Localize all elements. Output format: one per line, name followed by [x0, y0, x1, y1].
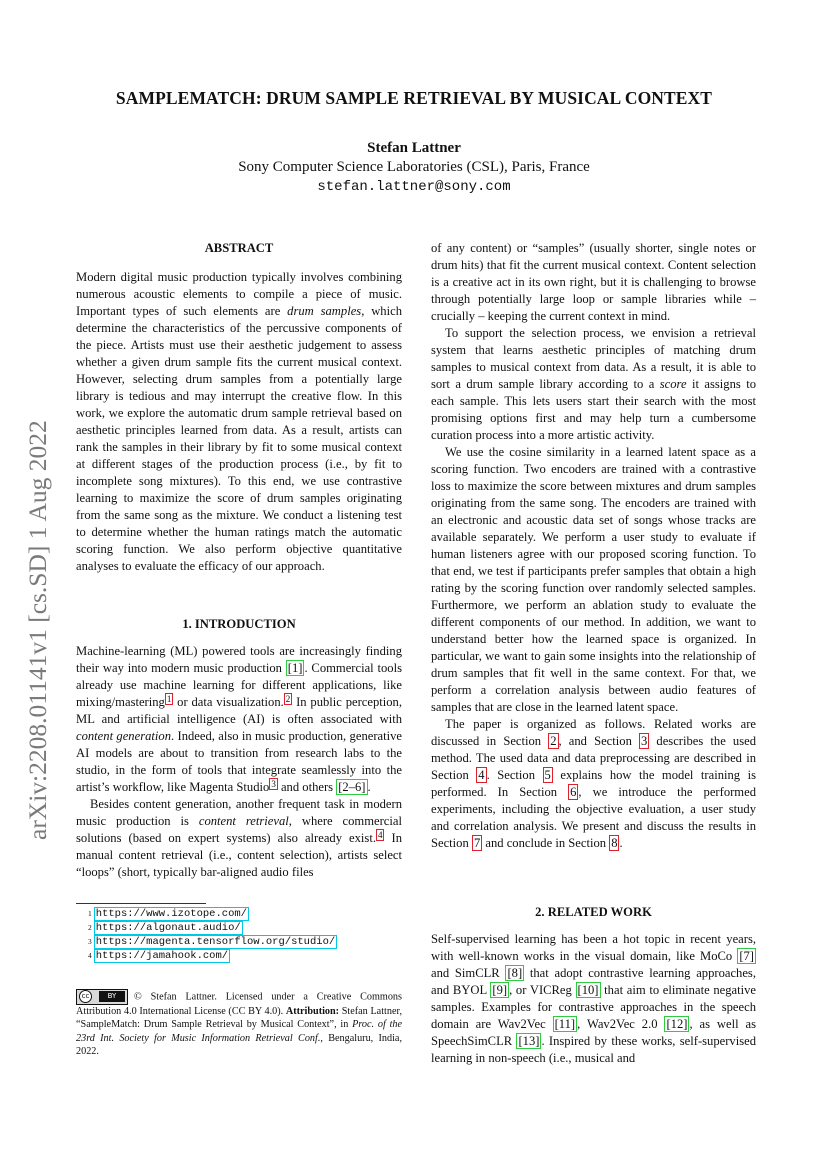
abstract-section [76, 240, 402, 575]
citation-link[interactable]: [2–6] [338, 780, 366, 794]
intro-paragraph-6: The paper is organized as follows. Related works are discussed in Section 2 , and Section 3 describes the used method. The used data and data preprocessing are described in Section 4 . Section 5 explains how the model training is performed. In Section 6 , we introduce the performed experiments, including the objective evaluation, a user study and correlation analysis. We present and discuss the results in Section 7 and conclude in Section 8 . [431, 717, 756, 850]
author-name: Stefan Lattner [367, 140, 461, 156]
paper-title: SAMPLEMATCH: DRUM SAMPLE RETRIEVAL BY MUSICAL CONTEXT [115, 88, 713, 108]
citation-link[interactable]: [12] [666, 1017, 688, 1031]
intro-paragraph-1: Machine-learning (ML) powered tools are increasingly finding their way into modern music production [1] . Commercial tools already use machine learning for different applications, like mixing/mastering $^1$ or data visualization. $^2$ In public perception, ML and artificial intelligence (AI) is often associated with content generation. Indeed, also in music production, generative AI models are about to transition from research labs to the studio, in the form of tools that integrate seamlessly into the artist’s workflow, like Magenta Studio $^3$ and others [2–6] . [76, 644, 403, 794]
citation-link[interactable]: [11] [554, 1017, 576, 1031]
intro-paragraph-4: To support the selection process, we envision a retrieval system that learns aesthetic principles of matching drum samples to musical context from data. As a result, it is able to sort a drum sample library according to a score it assigns to each sample. This lets users start their search with the most promising options first and may help turn a cumbersome curation process into a more artistic activity. [431, 326, 756, 442]
related-work-paragraph: Self-supervised learning has been a hot topic in recent years, with well-known works in the visual domain, like MoCo [7] and SimCLR [8] that adopt contrastive learning approaches, and BYOL [9] , or VICReg [10] that aim to eliminate negative samples. Examples for contrastive approaches in the speech domain are Wav2Vec [11] , Wav2Vec 2.0 [12] , as well as SpeechSimCLR [13] . Inspired by these works, self-supervised learning in non-speech (i.e., musical and [431, 932, 757, 1065]
section-link[interactable]: 8 [611, 836, 618, 850]
cc-by-license-icon: cc BY [76, 989, 128, 1005]
author-affiliation: Sony Computer Science Laboratories (CSL), Paris, France [238, 159, 590, 175]
section-link[interactable]: 2 [550, 734, 557, 748]
footnote-ref[interactable]: 1 [166, 694, 172, 704]
footnote-ref[interactable]: 2 [285, 694, 291, 704]
abstract-body: Modern digital music production typically involves combining numerous acoustic elements to compile a piece of music. Important types of such elements are drum samples, which determine the characteristics of the percussive components of the piece. Artists must use their aesthetic judgement to assess whether a given drum sample fits the current musical context. However, selecting drum samples from a potentially large library is tedious and may interrupt the creative flow. In this work, we explore the automatic drum sample retrieval based on aesthetic principles learned from data. As a result, artists can rank the samples in their library by fit to some musical context at different stages of the production process (i.e., by fit to incomplete song mixtures). To this end, we use contrastive learning to maximize the score of drum samples originating from the same song as the mixture. We conduct a listening test to determine whether the human ratings match the automatic scoring function. We also perform objective quantitative analyses to evaluate the efficacy of our approach. [76, 270, 402, 573]
related-work-section [431, 904, 756, 1067]
introduction-heading: 1. INTRODUCTION [182, 617, 296, 631]
section-link[interactable]: 6 [570, 785, 577, 799]
citation-link[interactable]: [1] [287, 661, 303, 675]
citation-link[interactable]: [8] [507, 966, 523, 980]
footnote-rule [76, 903, 206, 904]
introduction-section [76, 616, 402, 881]
intro-paragraph-2: Besides content generation, another frequent task in modern music production is content retrieval, where commercial solutions (based on expert systems) also already exist. $^4$ In manual content retrieval (i.e., content selection), artists select “loops” (short, typically bar-aligned audio files [76, 797, 403, 879]
abstract-heading: ABSTRACT [204, 241, 274, 255]
author-email[interactable]: stefan.lattner@sony.com [317, 179, 511, 195]
footnote-ref[interactable]: 3 [271, 779, 276, 789]
arxiv-identifier: arXiv:2208.01141v1 [cs.SD] 1 Aug 2022 [23, 420, 52, 840]
citation-link[interactable]: [10] [577, 983, 599, 997]
intro-paragraph-5: We use the cosine similarity in a learned latent space as a scoring function. Two encoders are trained with a contrastive loss to maximize the score between mixtures and drum samples originating from the same song. The encoders are trained with an electronic and acoustic data set of songs whose tracks are available separately. We perform a user study to evaluate if human listeners agree with our proposed scoring function. To that end, we test if participants prefer samples that obtain a high rating by the scoring function over randomly selected samples. Furthermore, we perform an ablation study to evaluate the different components of our method. In addition, we want to understand better how the learned space is organized. In particular, we want to gain some insights into the relationship of drum samples that fit well in the same context. For that, we perform a correlation analysis between audio features of samples that are close in the learned latent space. [431, 445, 756, 714]
footnotes [88, 907, 337, 963]
citation-link[interactable]: [13] [518, 1034, 540, 1048]
footnote-url[interactable]: https://www.izotope.com/ [95, 908, 247, 920]
citation-link[interactable]: [7] [739, 949, 754, 963]
footnote-url[interactable]: https://algonaut.audio/ [95, 922, 241, 934]
section-link[interactable]: 4 [478, 768, 485, 782]
footnote-url[interactable]: https://magenta.tensorflow.org/studio/ [95, 936, 336, 948]
footnote-item: $^3$ https://magenta.tensorflow.org/studio/ [88, 936, 336, 948]
footnote-ref[interactable]: 4 [377, 830, 383, 840]
footnote-url[interactable]: https://jamahook.com/ [95, 950, 229, 962]
section-link[interactable]: 7 [473, 836, 481, 850]
intro-paragraph-3: of any content) or “samples” (usually shorter, single notes or drum hits) that fit the current musical context. Content selection is a creative act in its own right, but it is challenging to browse through potentially large loop or sample libraries while – crucially – keeping the current context in mind. [431, 241, 756, 323]
footnote-item: $^2$ https://algonaut.audio/ [88, 922, 241, 934]
introduction-continued [431, 240, 756, 852]
citation-link[interactable]: [9] [492, 983, 508, 997]
footnote-item: $^4$ https://jamahook.com/ [88, 950, 229, 962]
section-link[interactable]: 3 [641, 734, 648, 748]
section-link[interactable]: 5 [544, 768, 551, 782]
footnote-item: $^1$ https://www.izotope.com/ [88, 908, 247, 920]
license-notice: cc BY © Stefan Lattner. Licensed under a Creative Commons Attribution 4.0 International License (CC BY 4.0). Attribution: Stefan Lattner, “SampleMatch: Drum Sample Retrieval by Musical Context”, in Proc. of the 23rd Int. Society for Music Information Retrieval Conf., Bengaluru, India, 2022. [76, 989, 402, 1058]
related-work-heading: 2. RELATED WORK [535, 905, 652, 919]
